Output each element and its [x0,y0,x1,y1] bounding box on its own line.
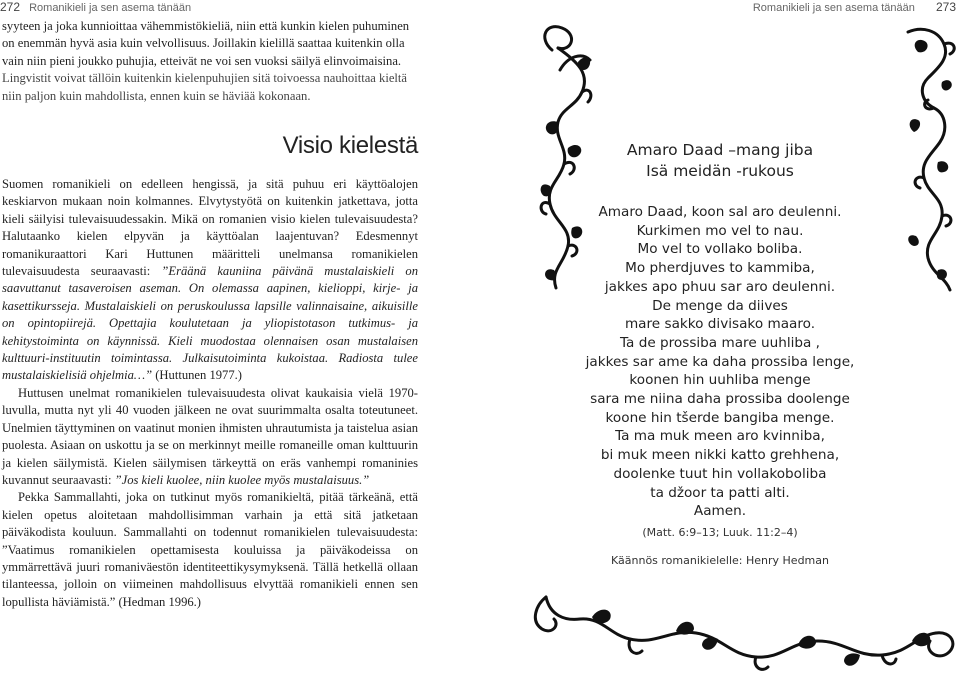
paragraph-text: Suomen romanikieli on edelleen hengissä, ja sitä puhuu eri käyttöalojen keskiarvon mukaan noin kolmannes. Elvytystyötä on kuitenkin jatkettava, jotta kieli säilyisi tulevaisuudessakin. Mikä on romanien visio kielen tulevaisuudesta? Halutaanko kielen elpyvän ja käyttöalan laajentuvan? Edesmennyt romanikuraattori Kari Huttunen määritteli unelmansa romanikielen tulevaisuudesta seuraavasti: [2,177,418,279]
prayer-line: koone hin tšerde bangiba menge. [605,409,835,426]
running-head-left [0,0,191,14]
prayer-line: Ta ma muk meen aro kvinniba, [615,428,825,445]
prayer-title [480,140,960,182]
running-head-title-left: Romanikieli ja sen asema tänään [29,2,192,14]
bible-reference: (Matt. 6:9–13; Luuk. 11:2–4) [642,526,798,539]
translator-credit: Käännös romanikielelle: Henry Hedman [611,554,829,567]
intro-line: on enemmän hyvä asia kuin velvollisuus. Joillakin kielillä saattaa kuitenkin olla [2,36,405,51]
right-page [480,0,960,675]
prayer-line: ta džoor ta patti alti. [650,484,790,501]
prayer-line: De menge da diives [652,297,788,314]
prayer-line: Ta de prossiba mare uuhliba , [619,334,821,351]
ornament-vine-bottom [480,595,960,675]
running-head-right [753,0,956,14]
page-number-left: 272 [0,0,21,14]
intro-line: syyteen ja jokа kunnioittaa vähemmistökieliä, niin että kunkin kielen puhuminen [2,19,410,33]
prayer-title-romani: Amaro Daad –mang jiba [626,141,814,159]
prayer-line: koonen hin uuhliba menge [629,372,811,389]
prayer-line: doolenke tuut hin vollakoboliba [613,465,827,482]
prayer-title-finnish: Isä meidän -rukous [646,162,794,180]
prayer-line: jakkes sar ame ka daha prossiba lenge, [585,353,855,370]
intro-line: niin paljon kuin mahdollista, ennen kuin se häviää kokonaan. [2,88,311,103]
prayer-line: mare sakko divisako maaro. [624,316,816,333]
page-number-right: 273 [935,0,956,14]
intro-line: vain niin pieni joukko puhujia, etteivät ne voi sen vuoksi säilyä elinvoimaisina. [2,53,402,68]
paragraph [2,385,418,489]
running-head-title-right: Romanikieli ja sen asema tänään [752,2,915,14]
prayer-line: bi muk meen nikki katto grehhena, [600,447,840,464]
prayer-line: Mo vel to vollako boliba. [637,241,803,258]
quote-elder: ”Jos kieli kuolee, niin kuolee myös mustalaisuus.” [111,472,370,487]
paragraph: Pekka Sammallahti, joka on tutkinut myös romanikieltä, pitää tärkeänä, että kielen opetus aloitetaan mahdollisimman varhain ja että sitä jatketaan päiväkodista kouluun. Sammallahti on todennut romanikielen tulevaisuudesta: ”Vaatimus romanikielen opettamisesta kouluissa ja päiväkodeissa on ymmärrettävä juuri romaniväestön identiteettikysymyksenä. Tällä hetkellä ollaan tilanteessa, jolloin on viimeinen mahdollisuus elvyttää romanikieli ennen sen lopullista häviämistä.” (Hedman 1996.) [2,490,418,609]
quote-huttunen: ”Eräänä kauniina päivänä mustalaiskieli on saavuttanut tasaveroisen aseman. On olemassa aapinen, kielioppi, kirje- ja kasettikursseja. Mustalaiskieli on peruskoulussa lapsille valinnaisaine, aikuisille on opintopiirejä. Opettajia koulutetaan ja yliopistotason tutkimus- ja kehitystoiminta on käynnissä. Kieli muodostaa olennaisen osan mustalaisen kulttuuri-instituutin toimintassa. Julkaisutoiminta kukoistaa. Radiosta tulee mustalaiskielisiä ohjelmia…” [2,264,418,383]
prayer-line: sara me niina daha prossiba doolenge [590,391,850,408]
prayer-text [480,203,960,521]
prayer-line: Mo pherdjuves to kammiba, [625,260,815,277]
prayer-line: Kurkimen mo vel to nau. [636,222,804,239]
prayer-line: jakkes apo phuu sar aro deulenni. [604,278,836,295]
intro-line: Lingvistit voivat tällöin kuitenkin kielenpuhujien sitä toivoessa nauhoittaa kieltä [2,71,408,86]
prayer-line: Amaro Daad, koon sal aro deulenni. [598,204,842,220]
prayer-line: Aamen. [693,503,747,520]
section-title: Visio kielestä [282,132,418,159]
paragraph-text: Huttusen unelmat romanikielen tulevaisuudesta olivat kaukaisia vielä 1970-luvulla, mutta nyt yli 40 vuoden jälkeen ne ovat suurimmalta osalta toteutuneet. Unelmien täyttyminen on vaatinut monien ihmisten uhrautumista ja taistelua asian puolesta. Asiaan on uskottu ja se on merkinnyt meille romaneille oman kulttuurin ja kielen säilymistä. Kielen säilymisen tärkeyttä on eräs vanhempi romaninies kuvannut seuraavasti: [2,385,418,487]
intro-text [2,18,418,105]
citation-huttunen: (Huttunen 1977.) [152,368,242,383]
paragraph [2,176,418,385]
body-text [2,176,418,611]
